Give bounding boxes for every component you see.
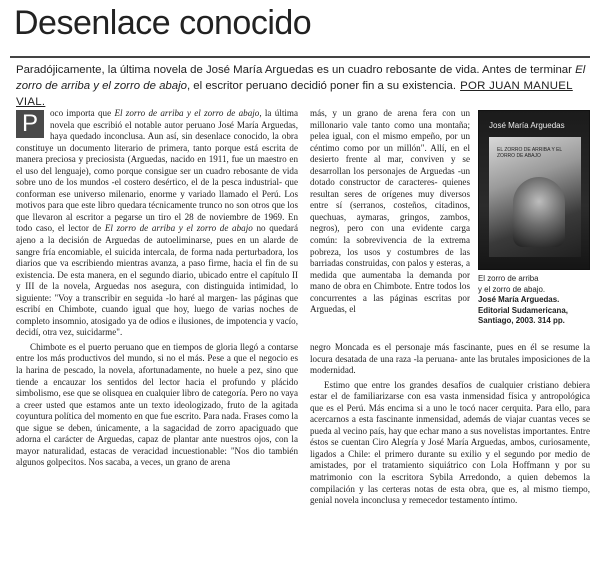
book-cover-author: José María Arguedas xyxy=(489,121,565,130)
deck xyxy=(16,62,586,110)
caption-author: José María Arguedas. xyxy=(478,295,560,304)
drop-cap: P xyxy=(16,110,44,138)
paragraph-5: Estimo que entre los grandes desafíos de cualquier cristiano debiera estar el de familiarizarse con esa vasta inmensidad física y antropológica que es el Perú. Más encima si a uno le tocó nacer cerquita. Para ello, para acercarnos a esta fascinante inmensidad, además de viajar cuantas veces se pueda al vecino país, hay que echar mano a sus novelistas importantes. Entre éstos se cuentan Ciro Alegría y José María Arguedas, ambos, curiosamente, ligados a Chile: el primero durante su exilio y el segundo por medio de amistades, por el tratamiento siquiátrico con Lola Hoffmann y por su matrimonio con la escritora Sybila Arredondo, a quien debemos la compilación y las certeras notas de esta obra, que es, al mismo tiempo, genial novela inconclusa y remecedor testamento íntimo. xyxy=(310,379,590,506)
paragraph-4: negro Moncada es el personaje más fascinante, pues en él se resume la locura desatada de una raza -la peruana- ante las brutales imposiciones de la modernidad. xyxy=(310,342,590,376)
caption-publisher: Editorial Sudamericana, xyxy=(478,305,568,315)
p1-e: no quedará ajeno a la decisión de Arguedas de autoeliminarse, pues en un alarde de sangre fría encomiable, el suicida intercala, de forma nada perturbadora, los diarios que va escribiendo mientras avanza, a paso firme, hacia el fin de su existencia. De esta manera, en el segundo diario, ubicado entre el capítulo II y III de la novela, Arguedas nos asegura, con distinguida intimidad, lo siguiente: "Voy a transcribir en seguida -lo haré al margen- las páginas que escribí en Chimbote, cuando igual que hoy, luego de varias noches de completo insomnio, atosigado ya de odios e ilusiones, de impotencia y vacío, decidí, otra vez, suicidarme". xyxy=(16,223,298,338)
headline-rule xyxy=(10,56,590,58)
p1-c: , la última novela que escribió el notable autor peruano José María Arguedas, haya quedado inconclusa. Aun así, sin desenlace conocido, la obra constituye un documento literario de primera, tanto porque está escrita de manera preciosa y preciosista (Arguedas, nacido en 1911, fue un maestro en el uso del lenguaje), como porque consigue ser un cuadro rebosante de vida sobre uno de los mundos -el costero desértico, el de la pesca industrial- que conforman ese universo milenario, enorme y variado llamado el Perú. Los motivos para que este libro quedara técnicamente trunco no son otros que los que llevaron al escritor a pegarse un tiro el 28 de noviembre de 1969. En todo caso, el lector de xyxy=(16,108,299,234)
paragraph-1 xyxy=(16,108,298,339)
headline: Desenlace conocido xyxy=(14,4,312,42)
deck-start: Paradójicamente, la última novela de José María Arguedas es un cuadro rebosante de vida. Antes de terminar xyxy=(16,64,576,76)
byline[interactable]: POR JUAN MANUEL VIAL. xyxy=(16,80,573,108)
column-right-top xyxy=(310,108,470,316)
column-left xyxy=(16,108,298,469)
book-cover-title: EL ZORRO DE ARRIBA Y EL ZORRO DE ABAJO xyxy=(497,147,563,159)
book-cover-art xyxy=(489,137,581,257)
deck-end: , el escritor peruano decidió poner fin a su existencia. xyxy=(186,80,457,92)
book-cover-image xyxy=(478,110,590,270)
deck-title: El zorro de arriba y el zorro de abajo xyxy=(16,64,586,92)
p1-a: oco importa que xyxy=(50,108,115,118)
caption-title-2: y el zorro de abajo. xyxy=(478,284,546,294)
caption-details: Santiago, 2003. 314 pp. xyxy=(478,316,565,325)
column-right-bottom xyxy=(310,342,590,507)
p1-title-2: El zorro de arriba y el zorro de abajo xyxy=(104,223,253,234)
author-portrait xyxy=(513,177,565,247)
p1-title: El zorro de arriba y el zorro de abajo xyxy=(114,108,260,118)
paragraph-2: Chimbote es el puerto peruano que en tiempos de gloria llegó a contarse entre los más productivos del mundo, si no el más. Pese a que el negocio es la harina de pescado, la novela, afortunadamente, no huele a pez, sino que tiende a encauzar los sentidos del lector hacia el profundo y plácido simbolismo, ese que se olisquea en cualquier libro de categoría. Pero no vaya a creer usted que estamos ante un texto ideologizado, fruto de la agitada coyuntura política del momento en que fue escrito. Para nada. Frases como la que sigue se deben, únicamente, a la sagacidad de zorro apaciguado que adorna el carácter de Arguedas, capaz de plantar ante nuestros ojos, con la mayor naturalidad, estacas de veracidad incuestionable: "Nos dio también algunos golpecitos. Nos sacaba, a veces, un grano de arena xyxy=(16,341,298,468)
caption-title-1: El zorro de arriba xyxy=(478,274,539,283)
book-caption xyxy=(478,274,590,327)
paragraph-3: más, y un grano de arena fera con un millonario vale tanto como una montaña; pelea igual, con el mismo empeño, por un céntimo como por un millón". Allí, en el desierto frente al mar, conviven y se desarrollan los personajes de Arguedas -un dotado constructor de caracteres- quienes resultan seres de orígenes muy diversos entre sí (serranos, costeños, citadinos, quechuas, aymaras, gringos, zambos, negros), pero con una evidente carga común: la sobrevivencia de la extrema pobreza, los usos y costumbres de las barriadas construidas, con palos y esteras, a medida que aumentaba la demanda por mano de obra en Chimbote. Entre todos los concurrentes a las páginas escritas por Arguedas, el xyxy=(310,108,470,315)
